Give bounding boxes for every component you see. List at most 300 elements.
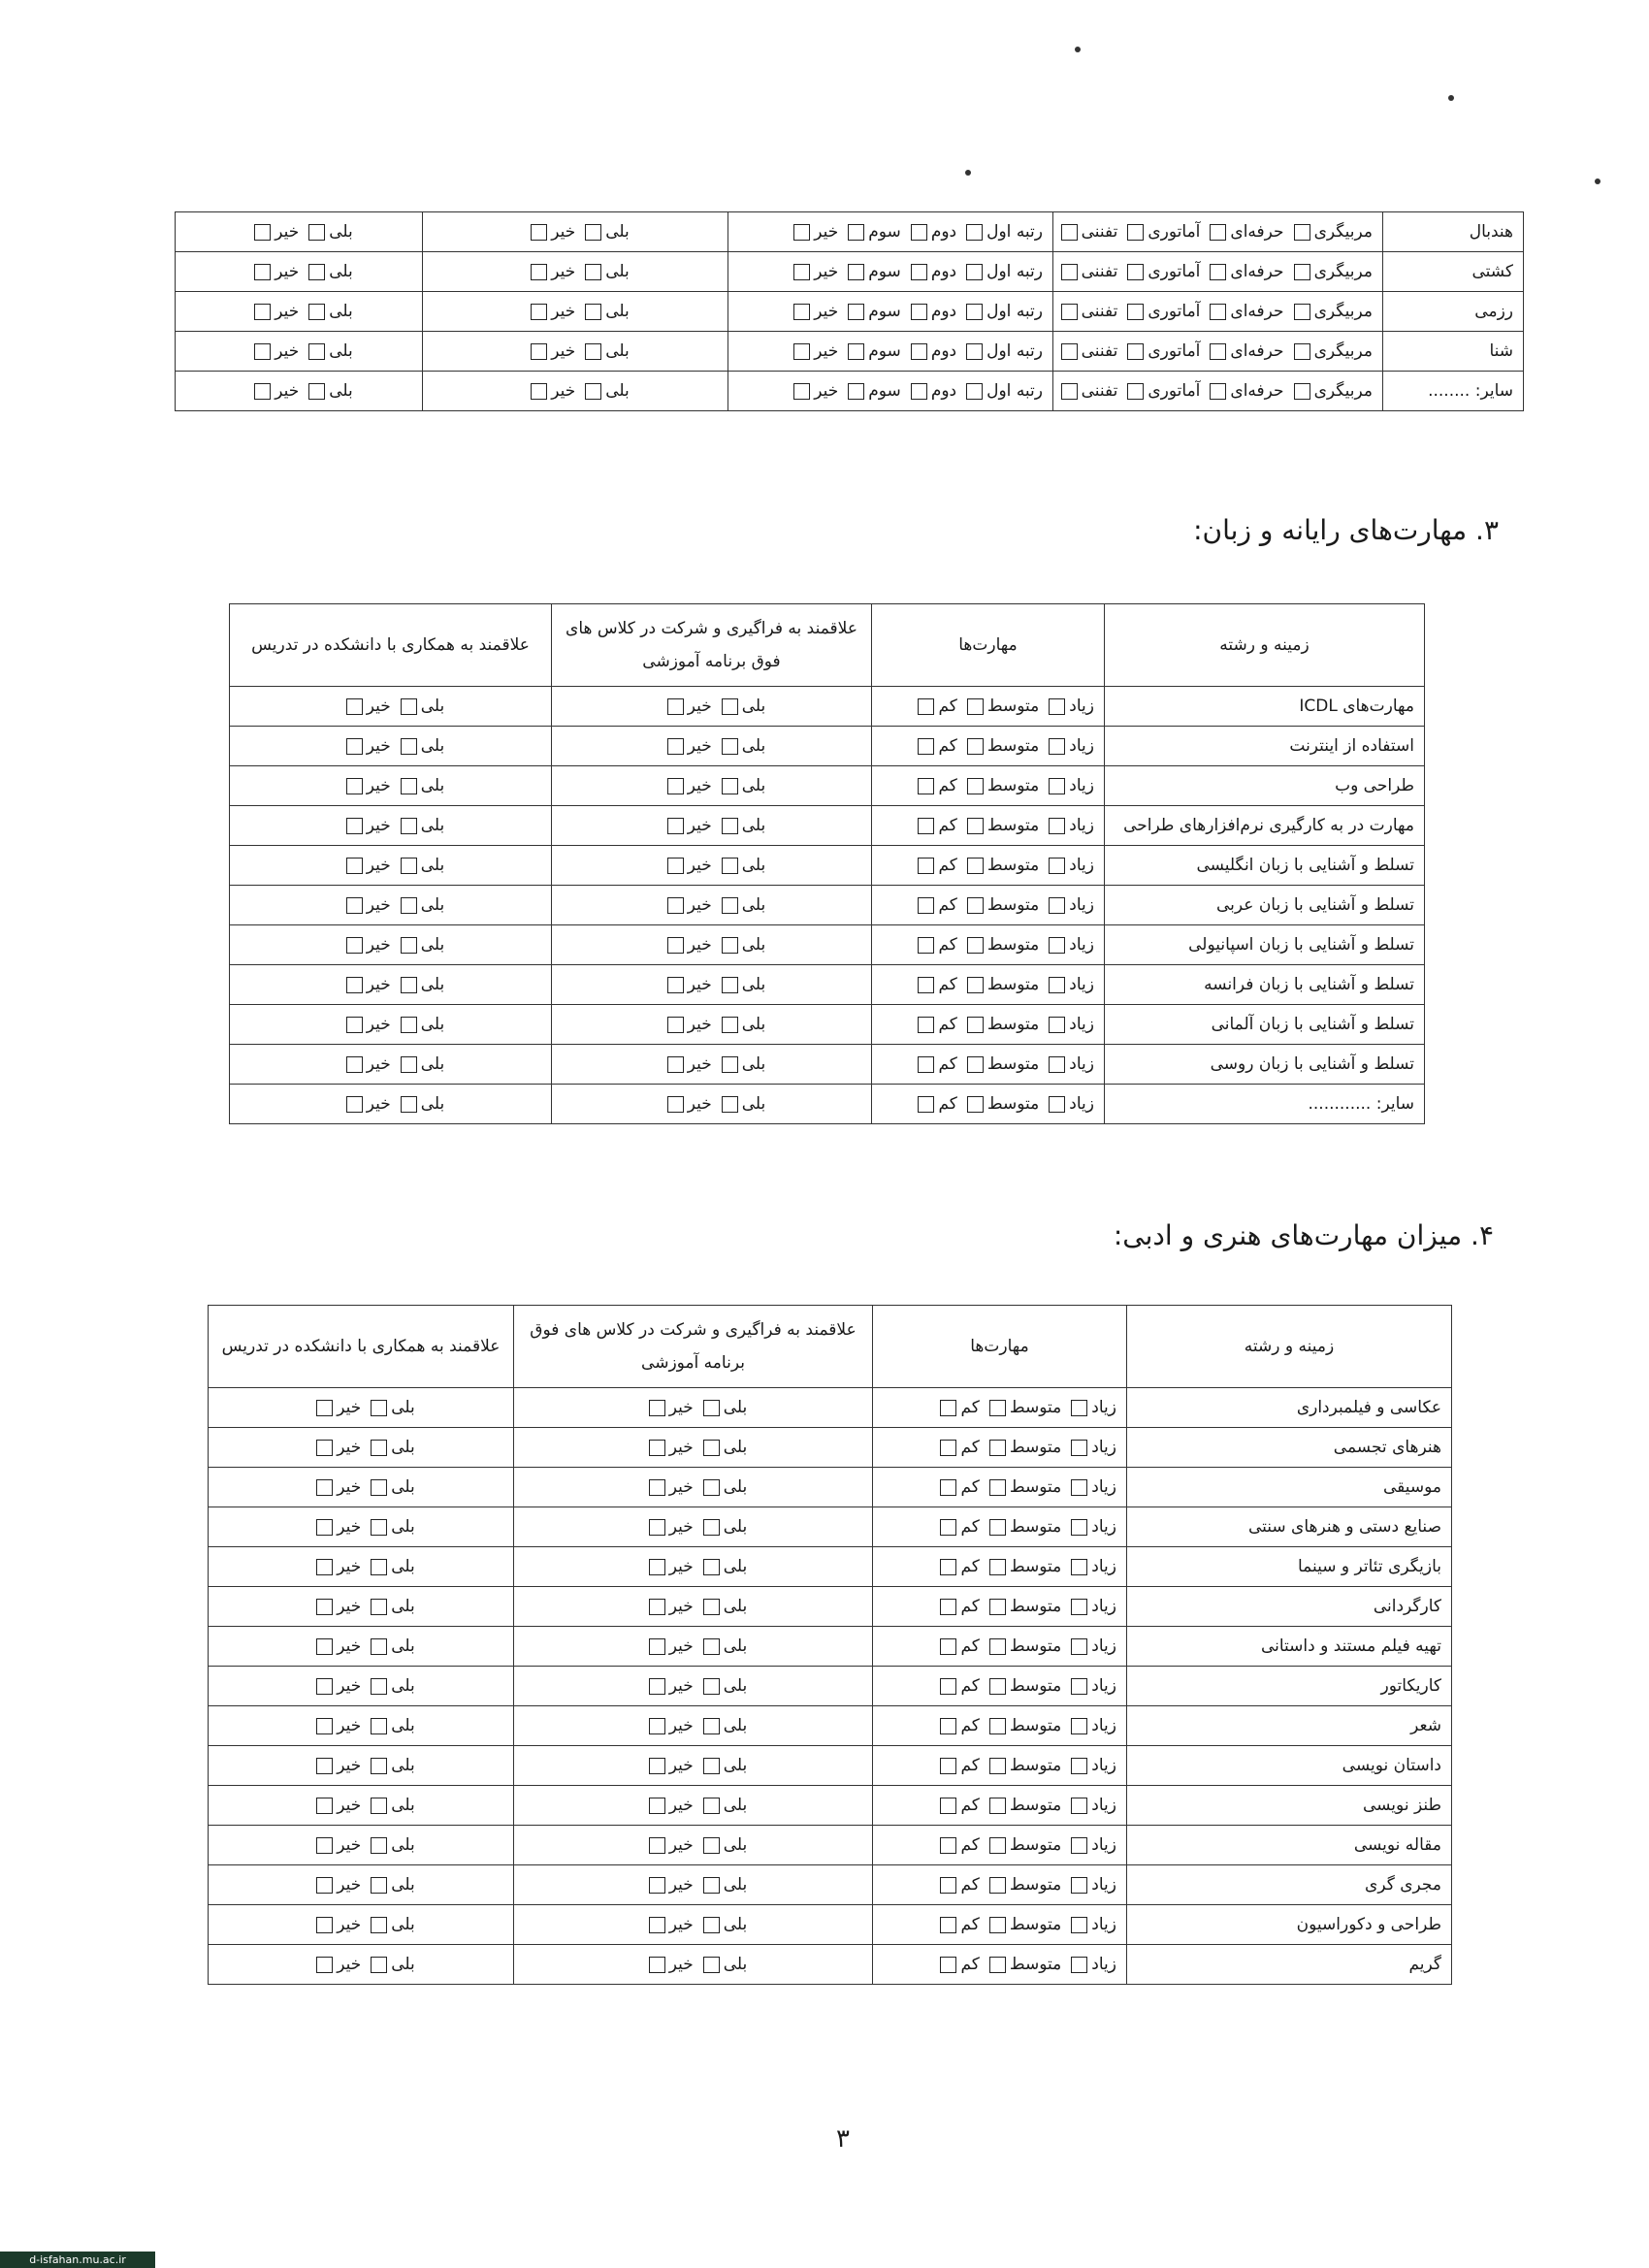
checkbox[interactable] (940, 1957, 956, 1973)
checkbox[interactable] (722, 858, 738, 874)
checkbox[interactable] (989, 1400, 1006, 1416)
checkbox[interactable] (346, 937, 363, 954)
skill-level-option[interactable]: متوسط (957, 1015, 1039, 1034)
teach-option[interactable]: بلی (361, 1756, 415, 1775)
checkbox[interactable] (667, 858, 684, 874)
interest-option[interactable]: خیر (521, 262, 575, 281)
teach-option[interactable]: خیر (337, 1054, 391, 1074)
skill-level-option[interactable]: زیاد (1039, 856, 1094, 875)
checkbox[interactable] (918, 977, 934, 993)
checkbox[interactable] (967, 937, 984, 954)
checkbox[interactable] (703, 1917, 720, 1933)
rank-option[interactable]: خیر (784, 262, 838, 281)
checkbox[interactable] (722, 778, 738, 794)
checkbox[interactable] (940, 1479, 956, 1496)
checkbox[interactable] (1049, 778, 1065, 794)
teach-option[interactable]: خیر (337, 816, 391, 835)
checkbox[interactable] (918, 698, 934, 715)
skill-level-option[interactable]: زیاد (1061, 1796, 1116, 1815)
checkbox[interactable] (940, 1798, 956, 1814)
skill-level-option[interactable]: متوسط (957, 1094, 1039, 1114)
checkbox[interactable] (1210, 383, 1226, 400)
skill-level-option[interactable]: متوسط (957, 856, 1039, 875)
checkbox[interactable] (722, 1096, 738, 1113)
teach-option[interactable]: بلی (361, 1716, 415, 1735)
learn-option[interactable]: بلی (694, 1875, 748, 1895)
checkbox[interactable] (308, 224, 325, 241)
checkbox[interactable] (1294, 264, 1310, 280)
checkbox[interactable] (722, 1017, 738, 1033)
learn-option[interactable]: بلی (712, 1015, 766, 1034)
skill-level-option[interactable]: زیاد (1061, 1875, 1116, 1895)
learn-option[interactable]: خیر (658, 1054, 712, 1074)
teach-option[interactable]: خیر (307, 1796, 361, 1815)
learn-option[interactable]: خیر (658, 697, 712, 716)
learn-option[interactable]: خیر (658, 856, 712, 875)
teach-option[interactable]: خیر (307, 1597, 361, 1616)
interest-option[interactable]: بلی (575, 222, 630, 242)
level-option[interactable]: آماتوری (1117, 341, 1200, 361)
checkbox[interactable] (1071, 1718, 1087, 1734)
checkbox[interactable] (371, 1718, 387, 1734)
teach-option[interactable]: خیر (307, 1915, 361, 1934)
rank-option[interactable]: دوم (901, 381, 956, 401)
checkbox[interactable] (308, 383, 325, 400)
rank-option[interactable]: سوم (838, 222, 901, 242)
checkbox[interactable] (967, 738, 984, 755)
skill-level-option[interactable]: زیاد (1061, 1955, 1116, 1974)
checkbox[interactable] (722, 937, 738, 954)
learn-option[interactable]: بلی (712, 816, 766, 835)
checkbox[interactable] (316, 1678, 333, 1695)
checkbox[interactable] (1294, 224, 1310, 241)
checkbox[interactable] (989, 1957, 1006, 1973)
checkbox[interactable] (967, 977, 984, 993)
checkbox[interactable] (1071, 1638, 1087, 1655)
learn-option[interactable]: بلی (694, 1835, 748, 1855)
rank-option[interactable]: خیر (784, 341, 838, 361)
checkbox[interactable] (316, 1758, 333, 1774)
skill-level-option[interactable]: زیاد (1061, 1517, 1116, 1537)
skill-level-option[interactable]: زیاد (1061, 1716, 1116, 1735)
checkbox[interactable] (316, 1718, 333, 1734)
checkbox[interactable] (649, 1400, 665, 1416)
checkbox[interactable] (346, 1096, 363, 1113)
skill-level-option[interactable]: متوسط (980, 1796, 1061, 1815)
teach-option[interactable]: بلی (361, 1875, 415, 1895)
checkbox[interactable] (401, 778, 417, 794)
checkbox[interactable] (989, 1638, 1006, 1655)
level-option[interactable]: آماتوری (1117, 302, 1200, 321)
checkbox[interactable] (531, 224, 547, 241)
checkbox[interactable] (401, 818, 417, 834)
rank-option[interactable]: خیر (784, 381, 838, 401)
learn-option[interactable]: خیر (639, 1835, 694, 1855)
skill-level-option[interactable]: متوسط (980, 1398, 1061, 1417)
learn-option[interactable]: خیر (658, 736, 712, 756)
teach-option[interactable]: خیر (337, 776, 391, 795)
checkbox[interactable] (531, 343, 547, 360)
checkbox[interactable] (371, 1400, 387, 1416)
level-option[interactable]: آماتوری (1117, 262, 1200, 281)
checkbox[interactable] (371, 1957, 387, 1973)
checkbox[interactable] (667, 977, 684, 993)
checkbox[interactable] (1127, 224, 1144, 241)
checkbox[interactable] (967, 1017, 984, 1033)
checkbox[interactable] (316, 1519, 333, 1536)
checkbox[interactable] (371, 1440, 387, 1456)
checkbox[interactable] (401, 738, 417, 755)
checkbox[interactable] (940, 1917, 956, 1933)
skill-level-option[interactable]: کم (908, 895, 956, 915)
checkbox[interactable] (911, 383, 927, 400)
skill-level-option[interactable]: کم (908, 935, 956, 955)
skill-level-option[interactable]: متوسط (957, 895, 1039, 915)
checkbox[interactable] (1061, 264, 1078, 280)
checkbox[interactable] (703, 1479, 720, 1496)
checkbox[interactable] (371, 1559, 387, 1575)
checkbox[interactable] (1294, 383, 1310, 400)
teach-option[interactable]: خیر (307, 1398, 361, 1417)
checkbox[interactable] (667, 1056, 684, 1073)
checkbox[interactable] (316, 1798, 333, 1814)
teach-option[interactable]: بلی (361, 1915, 415, 1934)
skill-level-option[interactable]: کم (930, 1676, 979, 1696)
skill-level-option[interactable]: کم (930, 1398, 979, 1417)
rank-option[interactable]: دوم (901, 262, 956, 281)
checkbox[interactable] (371, 1678, 387, 1695)
checkbox[interactable] (967, 818, 984, 834)
teach-option[interactable]: خیر (337, 856, 391, 875)
checkbox[interactable] (401, 1017, 417, 1033)
skill-level-option[interactable]: زیاد (1061, 1636, 1116, 1656)
checkbox[interactable] (1071, 1678, 1087, 1695)
checkbox[interactable] (371, 1479, 387, 1496)
level-option[interactable]: تفننی (1053, 302, 1118, 321)
skill-level-option[interactable]: کم (930, 1955, 979, 1974)
interest-option[interactable]: بلی (575, 302, 630, 321)
checkbox[interactable] (649, 1678, 665, 1695)
checkbox[interactable] (1049, 1017, 1065, 1033)
checkbox[interactable] (722, 977, 738, 993)
learn-option[interactable]: خیر (639, 1955, 694, 1974)
skill-level-option[interactable]: زیاد (1039, 816, 1094, 835)
checkbox[interactable] (585, 383, 601, 400)
teach-option[interactable]: خیر (337, 697, 391, 716)
checkbox[interactable] (703, 1678, 720, 1695)
checkbox[interactable] (848, 224, 864, 241)
checkbox[interactable] (667, 1017, 684, 1033)
checkbox[interactable] (308, 264, 325, 280)
learn-option[interactable]: بلی (712, 776, 766, 795)
skill-level-option[interactable]: متوسط (980, 1557, 1061, 1576)
checkbox[interactable] (940, 1440, 956, 1456)
learn-option[interactable]: خیر (639, 1398, 694, 1417)
level-option[interactable]: مربیگری (1284, 262, 1373, 281)
skill-level-option[interactable]: کم (930, 1477, 979, 1497)
teach-option[interactable]: بلی (391, 1054, 445, 1074)
checkbox[interactable] (703, 1758, 720, 1774)
checkbox[interactable] (940, 1718, 956, 1734)
checkbox[interactable] (1061, 343, 1078, 360)
checkbox[interactable] (1071, 1917, 1087, 1933)
checkbox[interactable] (1294, 304, 1310, 320)
skill-level-option[interactable]: متوسط (957, 736, 1039, 756)
checkbox[interactable] (966, 343, 983, 360)
checkbox[interactable] (254, 264, 271, 280)
checkbox[interactable] (918, 818, 934, 834)
checkbox[interactable] (793, 383, 810, 400)
checkbox[interactable] (667, 818, 684, 834)
checkbox[interactable] (308, 304, 325, 320)
skill-level-option[interactable]: کم (930, 1875, 979, 1895)
checkbox[interactable] (649, 1837, 665, 1854)
teach-option[interactable]: خیر (337, 895, 391, 915)
learn-option[interactable]: بلی (712, 1054, 766, 1074)
checkbox[interactable] (940, 1758, 956, 1774)
checkbox[interactable] (401, 977, 417, 993)
checkbox[interactable] (793, 264, 810, 280)
teach-option[interactable]: بلی (391, 895, 445, 915)
teach-option[interactable]: بلی (361, 1517, 415, 1537)
checkbox[interactable] (1049, 937, 1065, 954)
teach-option[interactable]: خیر (307, 1636, 361, 1656)
checkbox[interactable] (585, 343, 601, 360)
checkbox[interactable] (1210, 304, 1226, 320)
checkbox[interactable] (346, 698, 363, 715)
skill-level-option[interactable]: کم (930, 1756, 979, 1775)
teach-option[interactable]: خیر (307, 1875, 361, 1895)
teach-option[interactable]: بلی (361, 1398, 415, 1417)
rank-option[interactable]: رتبه اول (956, 302, 1043, 321)
learn-option[interactable]: خیر (639, 1716, 694, 1735)
checkbox[interactable] (967, 858, 984, 874)
learn-option[interactable]: بلی (694, 1517, 748, 1537)
checkbox[interactable] (1071, 1758, 1087, 1774)
checkbox[interactable] (918, 858, 934, 874)
checkbox[interactable] (667, 897, 684, 914)
checkbox[interactable] (316, 1479, 333, 1496)
checkbox[interactable] (346, 738, 363, 755)
learn-option[interactable]: بلی (694, 1915, 748, 1934)
checkbox[interactable] (966, 224, 983, 241)
checkbox[interactable] (371, 1798, 387, 1814)
checkbox[interactable] (1049, 818, 1065, 834)
learn-option[interactable]: خیر (639, 1438, 694, 1457)
checkbox[interactable] (793, 304, 810, 320)
skill-level-option[interactable]: کم (930, 1716, 979, 1735)
skill-level-option[interactable]: متوسط (957, 935, 1039, 955)
checkbox[interactable] (346, 897, 363, 914)
skill-level-option[interactable]: متوسط (957, 1054, 1039, 1074)
teach-option[interactable]: بلی (391, 697, 445, 716)
checkbox[interactable] (254, 224, 271, 241)
skill-level-option[interactable]: کم (930, 1517, 979, 1537)
checkbox[interactable] (793, 224, 810, 241)
checkbox[interactable] (346, 818, 363, 834)
rank-option[interactable]: رتبه اول (956, 262, 1043, 281)
teach-option[interactable]: خیر (307, 1517, 361, 1537)
checkbox[interactable] (722, 818, 738, 834)
checkbox[interactable] (667, 778, 684, 794)
checkbox[interactable] (371, 1519, 387, 1536)
checkbox[interactable] (1127, 343, 1144, 360)
checkbox[interactable] (1071, 1440, 1087, 1456)
checkbox[interactable] (308, 343, 325, 360)
checkbox[interactable] (649, 1638, 665, 1655)
checkbox[interactable] (371, 1638, 387, 1655)
teach-option[interactable]: بلی (391, 856, 445, 875)
checkbox[interactable] (316, 1957, 333, 1973)
checkbox[interactable] (989, 1837, 1006, 1854)
teach-option[interactable]: بلی (299, 222, 353, 242)
teach-option[interactable]: خیر (244, 341, 299, 361)
skill-level-option[interactable]: کم (908, 816, 956, 835)
learn-option[interactable]: خیر (639, 1676, 694, 1696)
skill-level-option[interactable]: کم (930, 1438, 979, 1457)
checkbox[interactable] (940, 1837, 956, 1854)
checkbox[interactable] (989, 1917, 1006, 1933)
teach-option[interactable]: بلی (391, 776, 445, 795)
checkbox[interactable] (848, 264, 864, 280)
teach-option[interactable]: خیر (307, 1756, 361, 1775)
teach-option[interactable]: بلی (361, 1636, 415, 1656)
checkbox[interactable] (848, 343, 864, 360)
teach-option[interactable]: خیر (307, 1955, 361, 1974)
level-option[interactable]: حرفه‌ای (1200, 222, 1283, 242)
rank-option[interactable]: دوم (901, 341, 956, 361)
checkbox[interactable] (1071, 1798, 1087, 1814)
checkbox[interactable] (848, 304, 864, 320)
teach-option[interactable]: بلی (391, 935, 445, 955)
checkbox[interactable] (940, 1599, 956, 1615)
learn-option[interactable]: بلی (712, 935, 766, 955)
checkbox[interactable] (1061, 383, 1078, 400)
checkbox[interactable] (649, 1718, 665, 1734)
learn-option[interactable]: بلی (694, 1597, 748, 1616)
teach-option[interactable]: بلی (299, 341, 353, 361)
level-option[interactable]: حرفه‌ای (1200, 302, 1283, 321)
checkbox[interactable] (918, 897, 934, 914)
checkbox[interactable] (848, 383, 864, 400)
checkbox[interactable] (585, 224, 601, 241)
skill-level-option[interactable]: زیاد (1039, 895, 1094, 915)
skill-level-option[interactable]: زیاد (1039, 1015, 1094, 1034)
checkbox[interactable] (940, 1559, 956, 1575)
skill-level-option[interactable]: زیاد (1039, 935, 1094, 955)
learn-option[interactable]: خیر (639, 1915, 694, 1934)
skill-level-option[interactable]: متوسط (957, 816, 1039, 835)
skill-level-option[interactable]: کم (930, 1915, 979, 1934)
checkbox[interactable] (966, 264, 983, 280)
checkbox[interactable] (316, 1917, 333, 1933)
checkbox[interactable] (316, 1559, 333, 1575)
teach-option[interactable]: بلی (361, 1676, 415, 1696)
checkbox[interactable] (911, 304, 927, 320)
learn-option[interactable]: خیر (658, 1015, 712, 1034)
checkbox[interactable] (649, 1519, 665, 1536)
checkbox[interactable] (703, 1837, 720, 1854)
checkbox[interactable] (254, 383, 271, 400)
skill-level-option[interactable]: زیاد (1039, 776, 1094, 795)
skill-level-option[interactable]: زیاد (1061, 1477, 1116, 1497)
skill-level-option[interactable]: کم (908, 776, 956, 795)
skill-level-option[interactable]: متوسط (980, 1517, 1061, 1537)
checkbox[interactable] (401, 698, 417, 715)
checkbox[interactable] (703, 1440, 720, 1456)
skill-level-option[interactable]: زیاد (1061, 1597, 1116, 1616)
rank-option[interactable]: سوم (838, 341, 901, 361)
checkbox[interactable] (346, 977, 363, 993)
teach-option[interactable]: بلی (361, 1438, 415, 1457)
learn-option[interactable]: خیر (639, 1796, 694, 1815)
checkbox[interactable] (703, 1519, 720, 1536)
checkbox[interactable] (703, 1957, 720, 1973)
learn-option[interactable]: خیر (639, 1597, 694, 1616)
checkbox[interactable] (649, 1917, 665, 1933)
interest-option[interactable]: خیر (521, 341, 575, 361)
skill-level-option[interactable]: کم (908, 697, 956, 716)
checkbox[interactable] (1210, 264, 1226, 280)
checkbox[interactable] (1071, 1519, 1087, 1536)
checkbox[interactable] (989, 1599, 1006, 1615)
checkbox[interactable] (703, 1638, 720, 1655)
skill-level-option[interactable]: زیاد (1039, 975, 1094, 994)
learn-option[interactable]: خیر (639, 1875, 694, 1895)
interest-option[interactable]: خیر (521, 222, 575, 242)
checkbox[interactable] (585, 264, 601, 280)
skill-level-option[interactable]: کم (930, 1557, 979, 1576)
skill-level-option[interactable]: کم (930, 1636, 979, 1656)
skill-level-option[interactable]: متوسط (980, 1477, 1061, 1497)
checkbox[interactable] (649, 1559, 665, 1575)
checkbox[interactable] (918, 937, 934, 954)
checkbox[interactable] (1049, 858, 1065, 874)
skill-level-option[interactable]: کم (908, 856, 956, 875)
learn-option[interactable]: بلی (694, 1636, 748, 1656)
checkbox[interactable] (371, 1758, 387, 1774)
skill-level-option[interactable]: متوسط (980, 1597, 1061, 1616)
checkbox[interactable] (989, 1718, 1006, 1734)
checkbox[interactable] (989, 1678, 1006, 1695)
skill-level-option[interactable]: کم (908, 1094, 956, 1114)
checkbox[interactable] (1210, 343, 1226, 360)
checkbox[interactable] (316, 1837, 333, 1854)
skill-level-option[interactable]: کم (908, 975, 956, 994)
rank-option[interactable]: خیر (784, 302, 838, 321)
learn-option[interactable]: خیر (639, 1636, 694, 1656)
checkbox[interactable] (918, 738, 934, 755)
checkbox[interactable] (401, 897, 417, 914)
checkbox[interactable] (911, 224, 927, 241)
checkbox[interactable] (703, 1559, 720, 1575)
checkbox[interactable] (703, 1798, 720, 1814)
checkbox[interactable] (531, 264, 547, 280)
checkbox[interactable] (316, 1440, 333, 1456)
interest-option[interactable]: خیر (521, 381, 575, 401)
checkbox[interactable] (346, 858, 363, 874)
checkbox[interactable] (967, 698, 984, 715)
level-option[interactable]: تفننی (1053, 341, 1118, 361)
checkbox[interactable] (649, 1957, 665, 1973)
skill-level-option[interactable]: زیاد (1061, 1915, 1116, 1934)
skill-level-option[interactable]: متوسط (957, 697, 1039, 716)
skill-level-option[interactable]: زیاد (1061, 1557, 1116, 1576)
skill-level-option[interactable]: متوسط (980, 1676, 1061, 1696)
rank-option[interactable]: رتبه اول (956, 381, 1043, 401)
checkbox[interactable] (1049, 738, 1065, 755)
checkbox[interactable] (649, 1440, 665, 1456)
